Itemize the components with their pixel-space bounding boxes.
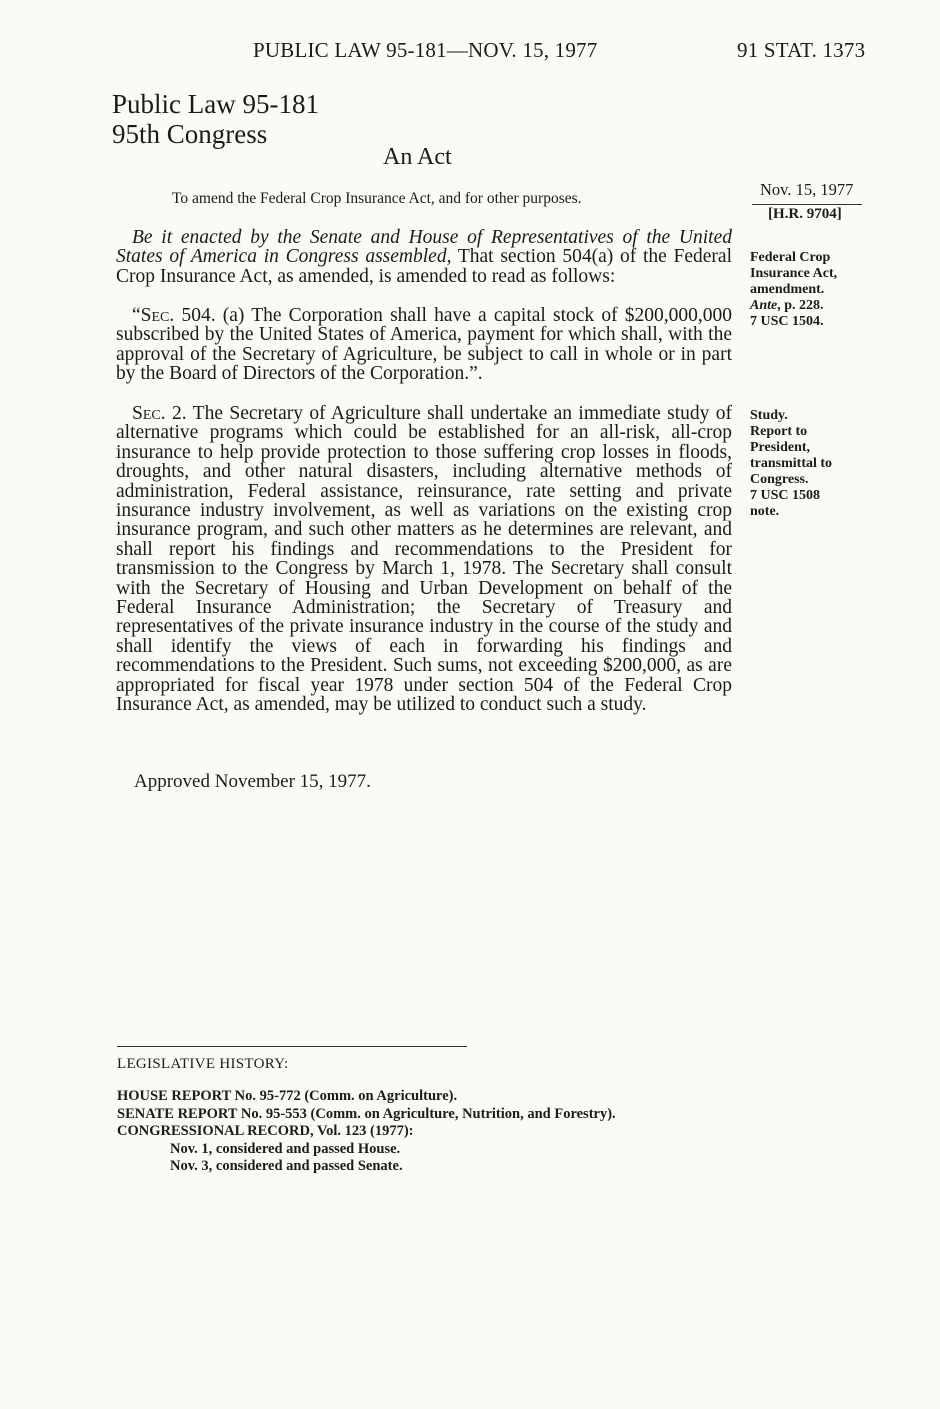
enacting-formula: Be it enacted by the Senate and House of Representatives of the United States of America in Congress assembled, bbox=[116, 227, 732, 268]
margin-note-line: 7 USC 1508 bbox=[750, 488, 821, 503]
approval-line: Approved November 15, 1977. bbox=[134, 771, 371, 792]
margin-note-line: President, bbox=[750, 440, 811, 455]
margin-note-study bbox=[750, 408, 832, 520]
margin-note-line: Insurance Act, bbox=[750, 266, 838, 281]
section-2-body: . 2. The Secretary of Agriculture shall undertake an immediate study of alternative programs which could be established for an all-risk, all-crop insurance to help provide protection to those suffering crop losses in floods, droughts, and other natural disasters, including alternative methods of administration, Federal assistance, reinsurance, rate setting and private insurance industry involvement, as well as variations on the existing crop insurance program, and such other matters as he determines are relevant, and shall report his findings and recommendations to the President for transmission to the Congress by March 1, 1978. The Secretary shall consult with the Secretary of Housing and Urban Development on behalf of the Federal Insurance Administration; the Secretary of Treasury and representatives of the private insurance industry in the course of the study and shall identify the views of each in forwarding his findings and recommendations to the President. Such sums, not exceeding $200,000, as are appropriated for fiscal year 1978 under section 504 of the Federal Crop Insurance Act, as amended, may be utilized to conduct such a study. bbox=[116, 403, 732, 716]
senate-report: SENATE REPORT No. 95-553 (Comm. on Agriculture, Nutrition, and Forestry). bbox=[117, 1105, 616, 1122]
act-purpose: To amend the Federal Crop Insurance Act, and for other purposes. bbox=[172, 190, 582, 207]
section-label: Sec bbox=[132, 403, 161, 424]
legislative-history-title: LEGISLATIVE HISTORY: bbox=[117, 1056, 289, 1072]
margin-note-line: note. bbox=[750, 504, 780, 519]
legislative-history-rule bbox=[117, 1046, 467, 1047]
margin-note-date: Nov. 15, 1977 bbox=[760, 180, 854, 199]
running-header-page-cite: 91 STAT. 1373 bbox=[737, 38, 866, 62]
section-2-text bbox=[116, 404, 732, 715]
section-504-body: . 504. (a) The Corporation shall have a capital stock of $200,000,000 subscribed by the United States of America, payment for which shall, with the approval of the Secretary of Agriculture, be subject to call in whole or in part by the Board of Directors of the Corporation.”. bbox=[116, 305, 732, 385]
margin-note-line: Study. bbox=[750, 408, 788, 423]
running-header-left: PUBLIC LAW 95-181—NOV. 15, 1977 bbox=[253, 38, 598, 62]
open-quote: “ bbox=[132, 305, 141, 326]
margin-note-line: Federal Crop bbox=[750, 250, 831, 265]
congress-number: 95th Congress bbox=[112, 119, 268, 149]
margin-note-line: Report to bbox=[750, 424, 808, 439]
margin-note-line: amendment. bbox=[750, 282, 825, 297]
enacting-clause bbox=[116, 228, 732, 286]
margin-note-rule bbox=[752, 204, 862, 205]
margin-note-amendment bbox=[750, 250, 837, 330]
margin-note-ante: Ante, p. 228. bbox=[750, 298, 824, 313]
act-title: An Act bbox=[383, 144, 452, 170]
record-event: Nov. 1, considered and passed House. bbox=[170, 1140, 401, 1157]
margin-note-line: transmittal to bbox=[750, 456, 833, 471]
margin-note-line: Congress. bbox=[750, 472, 809, 487]
margin-note-bill-number: [H.R. 9704] bbox=[768, 206, 842, 222]
section-label: Sec bbox=[140, 305, 170, 326]
public-law-number: Public Law 95-181 bbox=[112, 89, 319, 119]
enacting-text: That section 504(a) of the Federal Crop Insurance Act, as amended, is amended to read as follows: bbox=[116, 246, 732, 287]
house-report: HOUSE REPORT No. 95-772 (Comm. on Agriculture). bbox=[117, 1088, 458, 1104]
legislative-history-list bbox=[117, 1088, 616, 1176]
record-event: Nov. 3, considered and passed Senate. bbox=[170, 1158, 403, 1174]
congressional-record: CONGRESSIONAL RECORD, Vol. 123 (1977): bbox=[117, 1123, 414, 1139]
margin-note-usc: 7 USC 1504. bbox=[750, 314, 824, 329]
section-504-text bbox=[116, 306, 732, 384]
